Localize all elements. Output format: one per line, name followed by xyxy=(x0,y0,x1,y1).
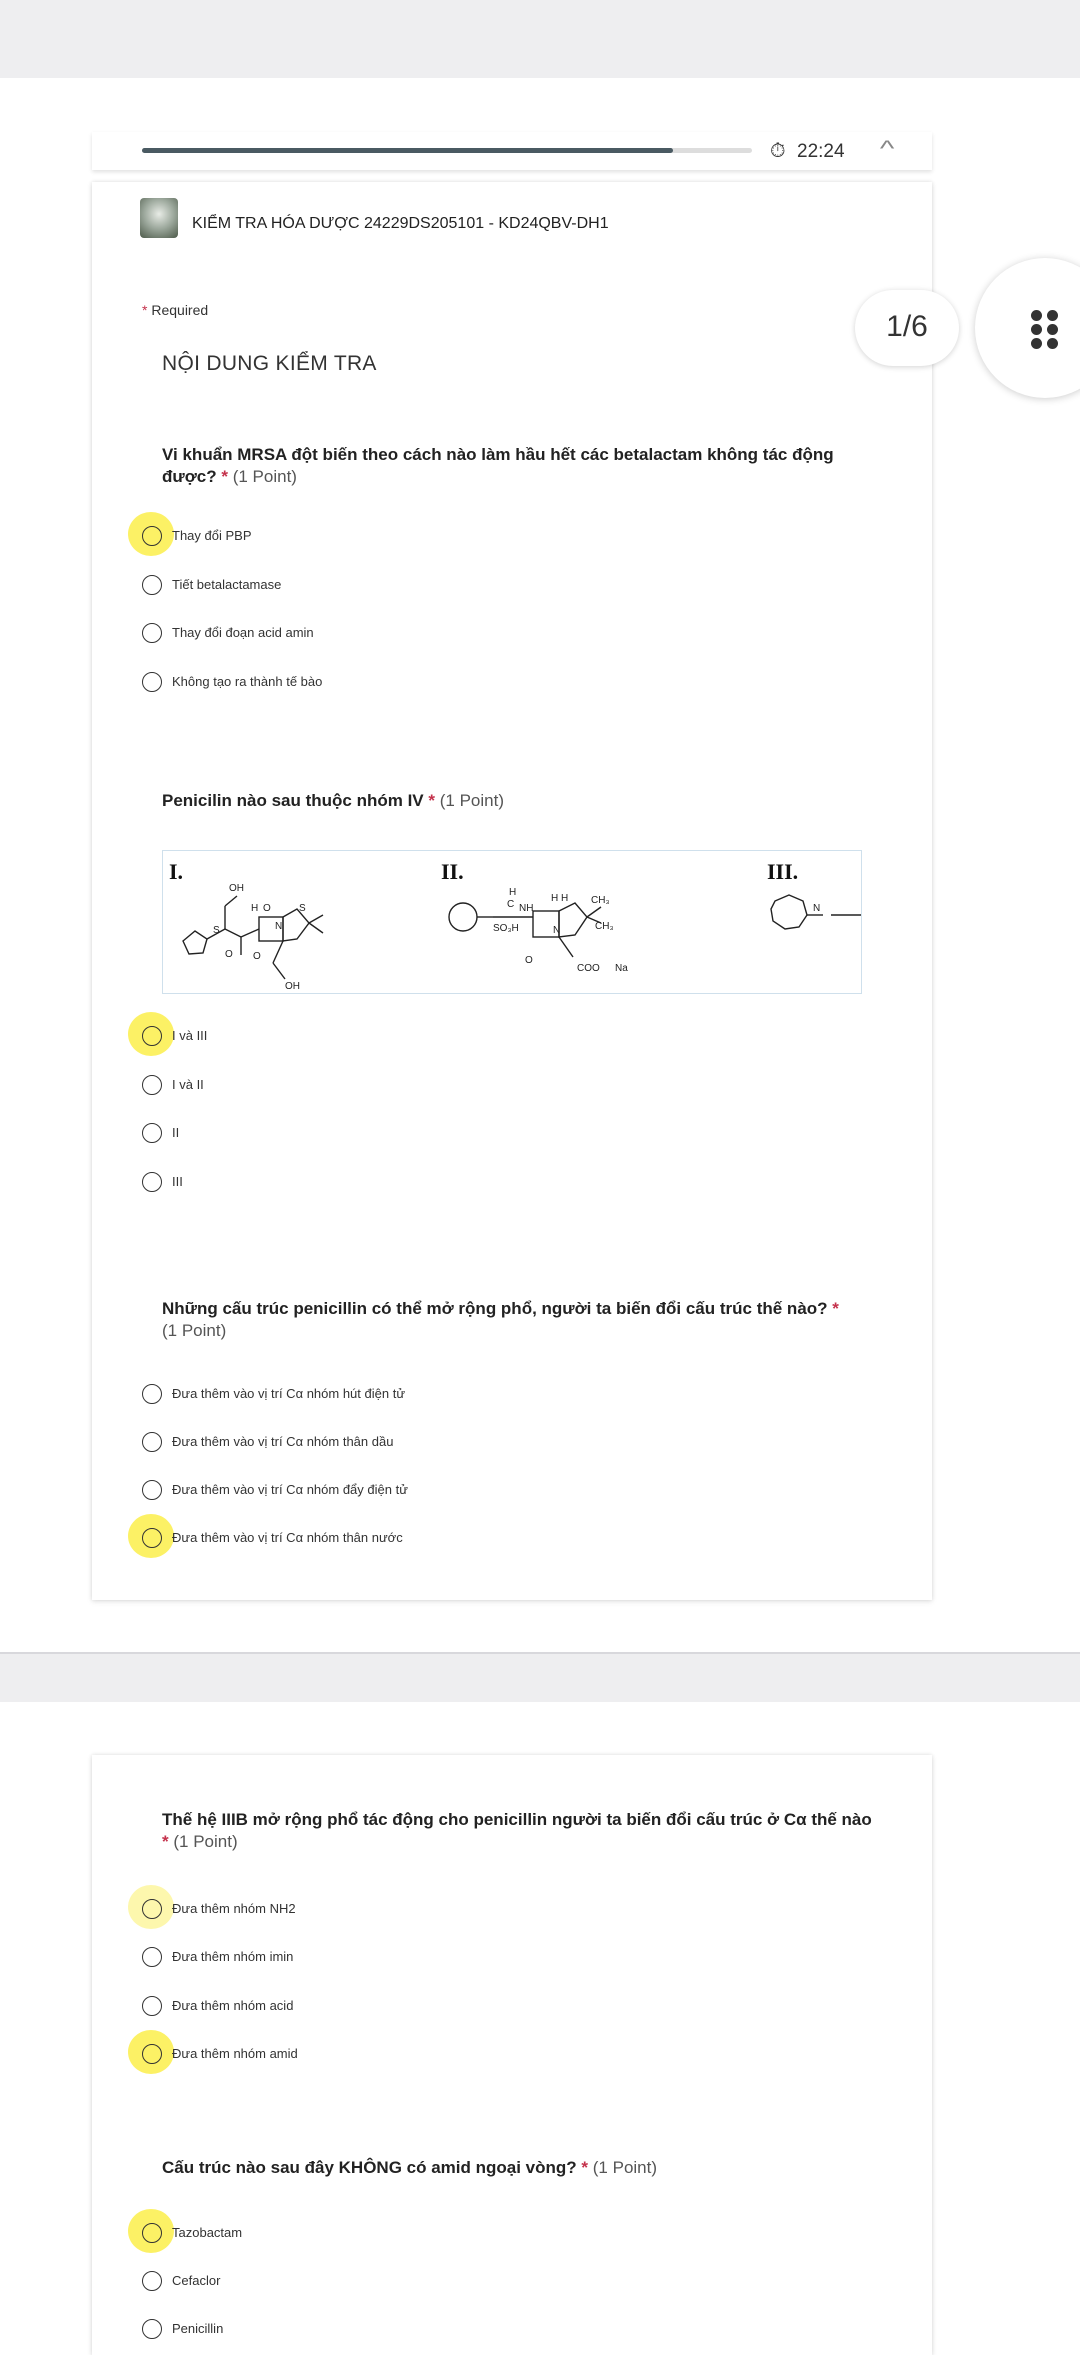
svg-text:S: S xyxy=(213,925,220,936)
option-label: I và II xyxy=(172,1077,204,1092)
radio-button[interactable] xyxy=(142,2223,162,2243)
q4-option-2[interactable] xyxy=(142,1943,842,1973)
required-star: * xyxy=(428,791,435,810)
question-points: (1 Point) xyxy=(162,1321,227,1340)
q3-option-4[interactable] xyxy=(142,1524,842,1554)
question-3-title xyxy=(162,1298,882,1342)
required-star: * xyxy=(581,2158,589,2177)
radio-button[interactable] xyxy=(142,1026,162,1046)
progress-bar-header xyxy=(92,132,932,170)
question-points: (1 Point) xyxy=(439,791,504,810)
question-grid-button[interactable] xyxy=(975,258,1080,398)
svg-text:O: O xyxy=(253,951,261,962)
form-title: KIỂM TRA HÓA DƯỢC 24229DS205101 - KD24QBV-DH1 xyxy=(192,215,609,232)
option-label: Thay đổi PBP xyxy=(172,528,252,543)
radio-button[interactable] xyxy=(142,1172,162,1192)
timer-text: 22:24 xyxy=(797,141,845,162)
option-label: Đưa thêm nhóm imin xyxy=(172,1949,294,1964)
q1-option-3[interactable] xyxy=(142,619,842,649)
radio-button[interactable] xyxy=(142,672,162,692)
required-star: * xyxy=(832,1299,839,1318)
svg-text:NH: NH xyxy=(519,903,534,914)
q1-option-4[interactable] xyxy=(142,668,842,698)
question-text: Những cấu trúc penicillin có thể mở rộng phổ, người ta biến đổi cấu trúc thế nào? xyxy=(162,1299,828,1318)
radio-button[interactable] xyxy=(142,1947,162,1967)
radio-button[interactable] xyxy=(142,623,162,643)
question-text: Penicilin nào sau thuộc nhóm IV xyxy=(162,791,424,810)
svg-text:SO₃H: SO₃H xyxy=(493,923,519,934)
q3-option-2[interactable] xyxy=(142,1428,842,1458)
section-title: NỘI DUNG KIỂM TRA xyxy=(162,352,377,375)
form-card-page-2 xyxy=(92,1755,932,2355)
svg-text:COO: COO xyxy=(577,963,600,974)
q4-option-3[interactable] xyxy=(142,1992,842,2022)
svg-text:N: N xyxy=(275,921,283,932)
question-points: (1 Point) xyxy=(232,467,297,486)
progress-track xyxy=(142,148,752,153)
required-note xyxy=(142,302,208,318)
svg-text:Na: Na xyxy=(615,963,628,974)
radio-button[interactable] xyxy=(142,1384,162,1404)
svg-text:OH: OH xyxy=(229,883,244,894)
svg-text:N: N xyxy=(553,925,561,936)
question-5-title xyxy=(162,2157,882,2179)
option-label: Đưa thêm vào vị trí Cα nhóm thân dầu xyxy=(172,1434,394,1449)
page-indicator: 1/6 xyxy=(886,310,928,343)
radio-button[interactable] xyxy=(142,1432,162,1452)
radio-button[interactable] xyxy=(142,526,162,546)
svg-text:H H: H H xyxy=(551,893,569,904)
svg-text:O: O xyxy=(225,949,233,960)
q2-option-1[interactable] xyxy=(142,1022,842,1052)
q3-option-3[interactable] xyxy=(142,1476,842,1506)
progress-fill xyxy=(142,148,673,153)
radio-button[interactable] xyxy=(142,2319,162,2339)
question-text: Thế hệ IIIB mở rộng phổ tác động cho penicillin người ta biến đổi cấu trúc ở Cα thế nào xyxy=(162,1810,872,1829)
q5-option-2[interactable] xyxy=(142,2267,842,2297)
option-label: Đưa thêm vào vị trí Cα nhóm hút điện tử xyxy=(172,1386,406,1401)
radio-button[interactable] xyxy=(142,1528,162,1548)
svg-text:CH₃: CH₃ xyxy=(595,921,614,932)
option-label: Thay đổi đoạn acid amin xyxy=(172,625,314,640)
svg-text:H: H xyxy=(251,903,259,914)
question-points: (1 Point) xyxy=(173,1832,238,1851)
radio-button[interactable] xyxy=(142,1480,162,1500)
question-points: (1 Point) xyxy=(592,2158,658,2177)
grid-dots-icon xyxy=(1031,310,1065,350)
required-star: * xyxy=(221,467,228,486)
option-label: Đưa thêm nhóm NH2 xyxy=(172,1901,296,1916)
option-label: Đưa thêm vào vị trí Cα nhóm đẩy điện tử xyxy=(172,1482,408,1497)
question-4-title xyxy=(162,1809,882,1853)
option-label: Tiết betalactamase xyxy=(172,577,282,592)
option-label: Đưa thêm nhóm amid xyxy=(172,2046,298,2061)
option-label: III xyxy=(172,1174,183,1189)
q4-option-1[interactable] xyxy=(142,1895,842,1925)
svg-text:S: S xyxy=(299,903,306,914)
structure-label-2: II. xyxy=(441,859,464,884)
question-2-title xyxy=(162,790,882,812)
q2-option-3[interactable] xyxy=(142,1119,842,1149)
option-label: Cefaclor xyxy=(172,2273,221,2288)
structure-label-3: III. xyxy=(767,859,799,884)
svg-text:N: N xyxy=(813,903,821,914)
option-label: Đưa thêm nhóm acid xyxy=(172,1998,294,2013)
svg-text:C: C xyxy=(507,899,515,910)
svg-text:H: H xyxy=(509,887,517,898)
option-label: Penicillin xyxy=(172,2321,224,2336)
svg-text:O: O xyxy=(263,903,271,914)
q5-option-3[interactable] xyxy=(142,2315,842,2345)
option-label: II xyxy=(172,1125,180,1140)
structure-label-1: I. xyxy=(169,859,184,884)
option-label: Tazobactam xyxy=(172,2225,243,2240)
option-label: Không tạo ra thành tế bào xyxy=(172,674,323,689)
question-text: Vi khuẩn MRSA đột biến theo cách nào làm hầu hết các betalactam không tác động được? xyxy=(162,445,834,486)
q3-option-1[interactable] xyxy=(142,1380,842,1410)
required-star: * xyxy=(162,1832,169,1851)
svg-text:OH: OH xyxy=(285,981,300,992)
radio-button[interactable] xyxy=(142,2271,162,2291)
q1-option-2[interactable] xyxy=(142,571,842,601)
q1-option-1[interactable] xyxy=(142,522,842,552)
question-text: Cấu trúc nào sau đây KHÔNG có amid ngoại vòng? xyxy=(162,2158,577,2177)
q2-option-4[interactable] xyxy=(142,1168,842,1198)
radio-button[interactable] xyxy=(142,1075,162,1095)
radio-button[interactable] xyxy=(142,1123,162,1143)
radio-button[interactable] xyxy=(142,1899,162,1919)
svg-text:O: O xyxy=(525,955,533,966)
option-label: Đưa thêm vào vị trí Cα nhóm thân nước xyxy=(172,1530,403,1545)
q5-option-1[interactable] xyxy=(142,2219,842,2249)
chevron-up-icon[interactable]: ^ xyxy=(879,136,895,161)
page-indicator-pill[interactable] xyxy=(855,290,959,366)
form-logo xyxy=(140,198,178,238)
chemical-structures-image xyxy=(162,850,862,994)
form-card-page-1 xyxy=(92,182,932,1600)
timer-icon: ⏱ xyxy=(770,140,786,162)
required-label: Required xyxy=(151,302,209,318)
radio-button[interactable] xyxy=(142,1996,162,2016)
question-1-title xyxy=(162,444,882,488)
radio-button[interactable] xyxy=(142,575,162,595)
top-band xyxy=(0,0,1080,78)
page-separator xyxy=(0,1652,1080,1702)
q2-option-2[interactable] xyxy=(142,1071,842,1101)
radio-button[interactable] xyxy=(142,2044,162,2064)
svg-text:CH₃: CH₃ xyxy=(591,895,610,906)
required-star: * xyxy=(142,302,148,318)
chemical-structure-drawings xyxy=(163,851,861,993)
option-label: I và III xyxy=(172,1028,208,1043)
q4-option-4[interactable] xyxy=(142,2040,842,2070)
